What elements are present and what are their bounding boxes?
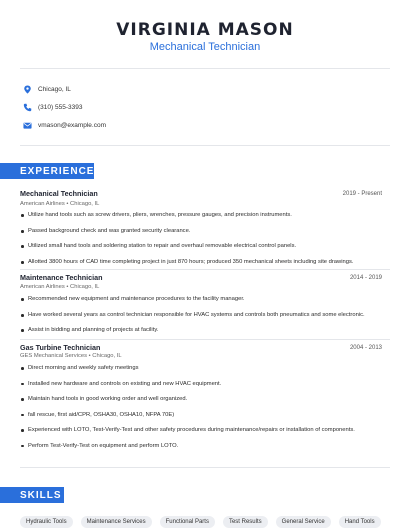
skill-chip: Functional Parts bbox=[160, 516, 215, 528]
contact-email-text: vmason@example.com bbox=[38, 121, 107, 129]
skills-section-header: SKILLS bbox=[0, 487, 64, 503]
bullet-item: Maintain hand tools in good working order and well organized. bbox=[20, 396, 390, 412]
job-company: American Airlines • Chicago, IL bbox=[20, 201, 100, 207]
skill-chip: General Service bbox=[276, 516, 331, 528]
job-bullets bbox=[20, 212, 390, 271]
bullet-item: fall rescue, first aid/CPR, OSHA30, OSHA10, NFPA 70E) bbox=[20, 412, 390, 428]
job-dates: 2019 - Present bbox=[342, 191, 382, 197]
candidate-name: VIRGINIA MASON bbox=[116, 20, 294, 40]
job-bullets bbox=[20, 365, 390, 453]
bullet-item: Allotted 3800 hours of CAD time completing project in just 870 hours; produced 350 mechanical sheets including site drawings. bbox=[20, 259, 390, 271]
bullet-item: Installed new hardware and controls on existing and new HVAC equipment. bbox=[20, 381, 390, 397]
job-bullets bbox=[20, 296, 390, 337]
contact-phone-text: (310) 555-3393 bbox=[38, 103, 83, 111]
contact-location-text: Chicago, IL bbox=[38, 85, 71, 93]
bullet-item: Experienced with LOTO, Test-Verify-Test and other safety procedures during maintenance/repairs or installation of components. bbox=[20, 427, 390, 443]
divider bbox=[20, 145, 390, 146]
bullet-item: Utilized small hand tools and soldering station to repair and overhaul removable electrical control panels. bbox=[20, 243, 390, 259]
job-dates: 2014 - 2019 bbox=[349, 275, 382, 281]
job-title: Mechanical Technician bbox=[20, 189, 98, 198]
bullet-item: Direct morning and weekly safety meetings bbox=[20, 365, 390, 381]
email-icon bbox=[22, 120, 32, 130]
phone-icon bbox=[22, 102, 32, 112]
job-dates: 2004 - 2013 bbox=[349, 345, 382, 351]
skill-chip: Hand Tools bbox=[339, 516, 381, 528]
bullet-item: Recommended new equipment and maintenance procedures to the facility manager. bbox=[20, 296, 390, 312]
contact-location bbox=[22, 84, 71, 94]
job-title: Maintenance Technician bbox=[20, 273, 103, 282]
skill-chip: Hydraulic Tools bbox=[20, 516, 73, 528]
divider bbox=[20, 68, 390, 69]
job-company: GES Mechanical Services • Chicago, IL bbox=[20, 353, 122, 359]
bullet-item: Assist in bidding and planning of projects at facility. bbox=[20, 327, 390, 337]
contact-phone bbox=[22, 102, 82, 112]
job-title: Gas Turbine Technician bbox=[20, 343, 101, 352]
bullet-item: Utilize hand tools such as screw drivers, pliers, wrenches, pressure gauges, and precision instruments. bbox=[20, 212, 390, 228]
bullet-item: Passed background check and was granted security clearance. bbox=[20, 228, 390, 243]
contact-email bbox=[22, 120, 106, 130]
experience-section-header: EXPERIENCE bbox=[0, 163, 94, 179]
location-pin-icon bbox=[22, 84, 32, 94]
skill-chip: Test Results bbox=[223, 516, 268, 528]
bullet-item: Have worked several years as control technician responsible for HVAC systems and controls both pneumatics and some electronic. bbox=[20, 312, 390, 327]
job-company: American Airlines • Chicago, IL bbox=[20, 284, 100, 290]
candidate-title: Mechanical Technician bbox=[149, 41, 261, 53]
skill-chip: Maintenance Services bbox=[81, 516, 152, 528]
divider bbox=[20, 269, 390, 270]
divider bbox=[20, 339, 390, 340]
bullet-item: Perform Test-Verify-Test on equipment and perform LOTO. bbox=[20, 443, 390, 453]
skills-list bbox=[20, 516, 381, 528]
divider bbox=[20, 467, 390, 468]
